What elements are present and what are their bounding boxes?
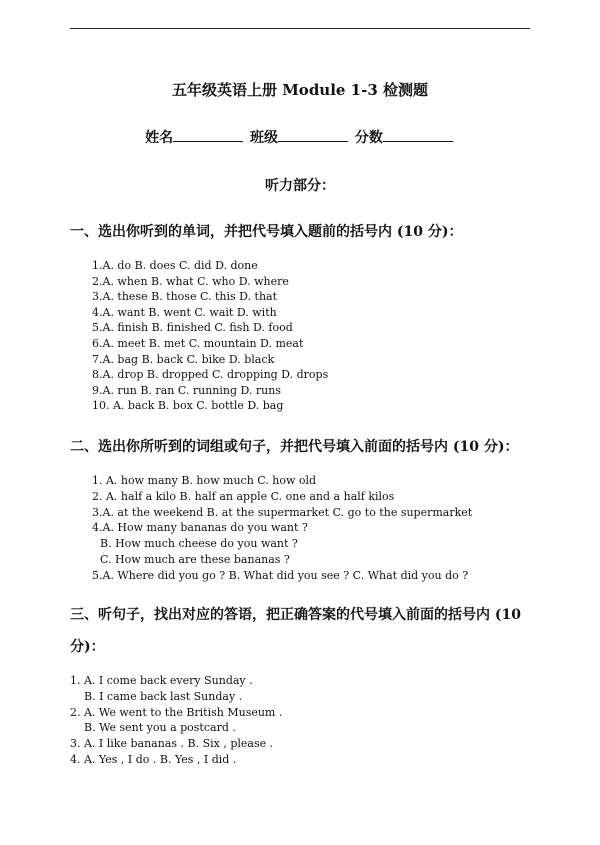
list-item: 1.A. do B. does C. did D. done bbox=[92, 259, 258, 272]
section1-heading: 一、选出你听到的单词，并把代号填入题前的括号内 (10 分)： bbox=[70, 224, 463, 240]
list-item: 6.A. meet B. met C. mountain D. meat bbox=[92, 337, 304, 350]
list-item: 8.A. drop B. dropped C. dropping D. drops bbox=[92, 368, 329, 382]
student-info-bar bbox=[0, 127, 600, 147]
class-label: 班级 bbox=[250, 130, 278, 146]
name-label: 姓名 bbox=[145, 130, 174, 146]
list-item: B. We sent you a postcard . bbox=[84, 721, 236, 735]
list-item: 10. A. back B. box C. bottle D. bag bbox=[92, 399, 284, 413]
list-item: 3.A. these B. those C. this D. that bbox=[92, 290, 278, 304]
list-item: 2.A. when B. what C. who D. where bbox=[92, 274, 289, 288]
list-item: 1. A. I come back every Sunday . bbox=[70, 674, 253, 687]
list-item: 1. A. how many B. how much C. how old bbox=[92, 474, 317, 487]
list-item: 7.A. bag B. back C. bike D. black bbox=[92, 352, 275, 366]
list-item: 4.A. How many bananas do you want ? bbox=[92, 521, 308, 535]
list-item: 9.A. run B. ran C. running D. runs bbox=[92, 383, 281, 397]
list-item: B. How much cheese do you want ? bbox=[100, 537, 298, 551]
score-label: 分数 bbox=[354, 130, 383, 146]
list-item: 5.A. Where did you go ? B. What did you see ? C. What did you do ? bbox=[92, 568, 469, 582]
section3-heading-line2: 分)： bbox=[70, 639, 105, 655]
list-item: 3.A. at the weekend B. at the supermarket C. go to the supermarket bbox=[92, 505, 473, 519]
score-blank[interactable] bbox=[383, 128, 453, 142]
list-item: 2. A. half a kilo B. half an apple C. one and a half kilos bbox=[92, 489, 395, 503]
list-item: 3. A. I like bananas . B. Six , please . bbox=[70, 737, 274, 751]
list-item: 4. A. Yes , I do . B. Yes , I did . bbox=[70, 753, 237, 766]
header-rule bbox=[70, 28, 530, 29]
list-item: B. I came back last Sunday . bbox=[84, 689, 243, 703]
name-blank[interactable] bbox=[173, 128, 243, 142]
section3-heading-line1: 三、听句子，找出对应的答语，把正确答案的代号填入前面的括号内 (10 bbox=[70, 607, 521, 623]
list-item: 5.A. finish B. finished C. fish D. food bbox=[92, 321, 293, 335]
list-item: C. How much are these bananas ? bbox=[100, 553, 290, 566]
listening-title: 听力部分： bbox=[265, 178, 335, 194]
section2-heading: 二、选出你所听到的词组或句子，并把代号填入前面的括号内 (10 分)： bbox=[70, 439, 519, 455]
list-item: 4.A. want B. went C. wait D. with bbox=[92, 305, 277, 319]
page-title: 五年级英语上册 Module 1-3 检测题 bbox=[171, 81, 428, 99]
class-blank[interactable] bbox=[278, 128, 348, 142]
list-item: 2. A. We went to the British Museum . bbox=[70, 705, 283, 719]
